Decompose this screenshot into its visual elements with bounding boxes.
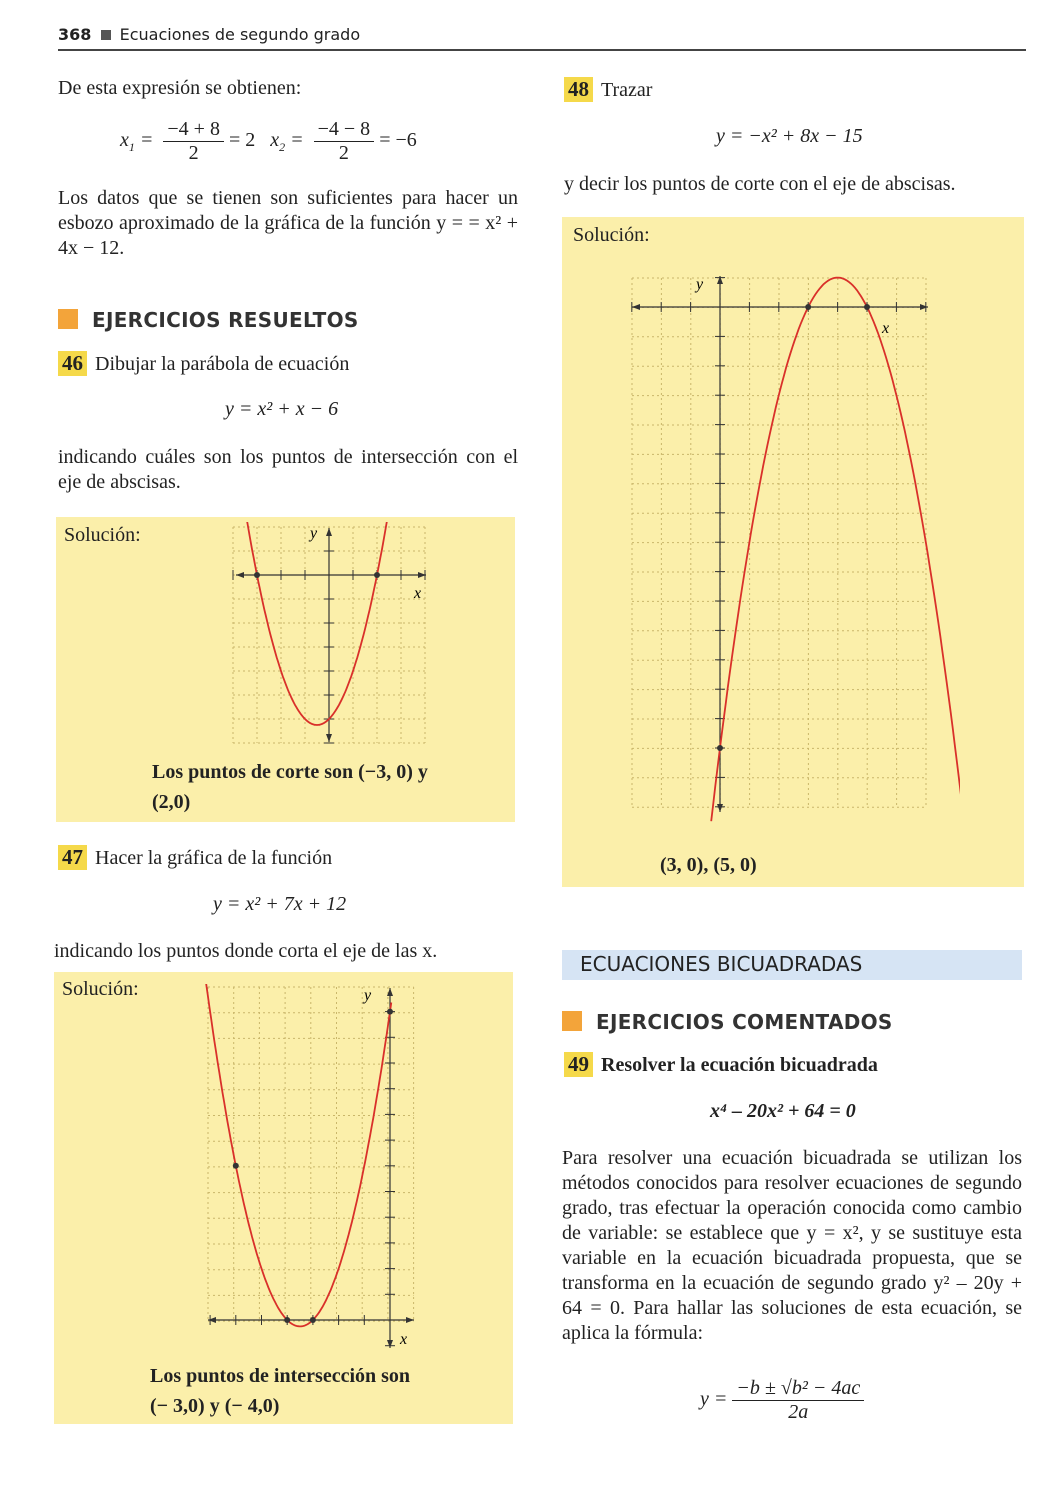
roots-formula: $x_1$ = $\frac{-4 + 8}{2}$ = 2 $x_2$ = $\frac{-4 - 8}{2}$ = −6 xyxy=(120,118,417,164)
quadratic-lhs: y = xyxy=(700,1388,728,1411)
ex47-x-arrow-icon xyxy=(406,1317,414,1323)
ex48-curve xyxy=(711,278,960,822)
ex46-text: indicando cuáles son los puntos de intersección con el eje de abscisas. xyxy=(58,446,518,493)
page-header xyxy=(58,25,360,44)
section-bar-title: ECUACIONES BICUADRADAS xyxy=(580,952,863,976)
ex47-grid xyxy=(208,987,414,1346)
ex48-points xyxy=(717,304,870,751)
ex47-answer-line1: Los puntos de intersección son xyxy=(150,1365,411,1387)
ex47-heading: 47 Hacer la gráfica de la función xyxy=(58,845,332,871)
ex46-x-label: x xyxy=(414,585,422,602)
header-rule xyxy=(58,49,1026,51)
marked-point xyxy=(805,304,811,310)
ex48-heading: 48 Trazar xyxy=(564,77,652,103)
ex46-answer xyxy=(152,757,428,817)
section-ejercicios-resueltos: EJERCICIOS RESUELTOS xyxy=(58,308,359,332)
ex49-paragraph: Para resolver una ecuación bicuadrada se utilizan los métodos conocidos para resolver ecuaciones de segundo grado, tras efectuar la operación conocida como cambio de variable: se establece que y = x², y se sustituye esta variable en la ecuación bicuadrada propuesta, que se transforma en la ecuación de segundo grado y² – 20y + 64 = 0. Para hallar las soluciones de esta ecuación, se aplica la fórmula: xyxy=(562,1147,1022,1344)
quadratic-numerator: −b ± √b² − 4ac xyxy=(732,1377,864,1401)
section-square-icon xyxy=(562,1011,582,1031)
ex46-y-label: y xyxy=(310,525,318,542)
ex47-points xyxy=(233,1009,393,1323)
marked-point xyxy=(310,1317,316,1323)
marked-point xyxy=(717,745,723,751)
section-bar-bicuadradas xyxy=(562,950,1022,980)
marked-point xyxy=(254,572,260,578)
ex48-solution-label: Solución: xyxy=(573,224,650,246)
ex47-answer-line2: (− 3,0) y (− 4,0) xyxy=(150,1395,280,1417)
ex47-solution-label: Solución: xyxy=(62,978,139,1000)
ex49-heading: 49 Resolver la ecuación bicuadrada xyxy=(564,1052,878,1078)
marked-point xyxy=(284,1317,290,1323)
ex46-answer-line1: Los puntos de corte son (−3, 0) y xyxy=(152,761,428,783)
marked-point xyxy=(233,1163,239,1169)
ex48-graph xyxy=(626,272,960,822)
marked-point xyxy=(387,1009,393,1015)
ex47-curve xyxy=(204,984,391,1326)
page-number: 368 xyxy=(58,25,92,44)
ex46-y-arrow-icon xyxy=(326,528,332,536)
ex46-y-arrow-down-icon xyxy=(326,734,332,742)
ex48-text: y decir los puntos de corte con el eje de abscisas. xyxy=(564,173,956,195)
ex48-formula: y = −x² + 8x − 15 xyxy=(716,125,863,147)
quadratic-denominator: 2a xyxy=(788,1401,809,1423)
ex48-answer: (3, 0), (5, 0) xyxy=(660,854,757,876)
ex48-y-arrow-down-icon xyxy=(717,804,723,812)
ex47-x-label: x xyxy=(400,1331,408,1348)
ex47-formula: y = x² + 7x + 12 xyxy=(213,893,347,915)
intro-text: De esta expresión se obtienen: xyxy=(58,77,302,99)
paragraph-1: Los datos que se tienen son suficientes para hacer un esbozo aproximado de la gráfica de la función y = = x² + 4x − 12. xyxy=(58,187,518,259)
section-square-icon xyxy=(58,309,78,329)
marked-point xyxy=(374,572,380,578)
ex47-y-label: y xyxy=(364,987,372,1004)
ex47-x-arrow-left-icon xyxy=(208,1317,216,1323)
section-ejercicios-comentados: EJERCICIOS COMENTADOS xyxy=(562,1010,893,1034)
header-square-icon xyxy=(101,30,111,40)
ex47-answer xyxy=(150,1361,410,1421)
ex47-graph xyxy=(204,984,418,1354)
ex48-grid xyxy=(632,278,926,808)
ex48-y-label: y xyxy=(696,276,704,293)
header-title: Ecuaciones de segundo grado xyxy=(119,25,361,44)
ex46-graph xyxy=(232,522,432,747)
ex48-x-arrow-left-icon xyxy=(632,304,640,310)
marked-point xyxy=(864,304,870,310)
ex48-x-arrow-icon xyxy=(920,304,928,310)
ex48-x-label: x xyxy=(882,320,890,337)
ex47-y-arrow-down-icon xyxy=(387,1340,393,1348)
ex46-solution-label: Solución: xyxy=(64,524,141,546)
ex46-x-arrow-left-icon xyxy=(236,572,244,578)
ex46-formula: y = x² + x − 6 xyxy=(225,398,339,420)
ex49-formula: x⁴ – 20x² + 64 = 0 xyxy=(710,1100,856,1122)
ex46-answer-line2: (2,0) xyxy=(152,791,191,813)
quadratic-formula xyxy=(700,1377,864,1424)
ex47-text: indicando los puntos donde corta el eje de las x. xyxy=(54,940,438,962)
ex46-heading: 46 Dibujar la parábola de ecuación xyxy=(58,351,349,377)
